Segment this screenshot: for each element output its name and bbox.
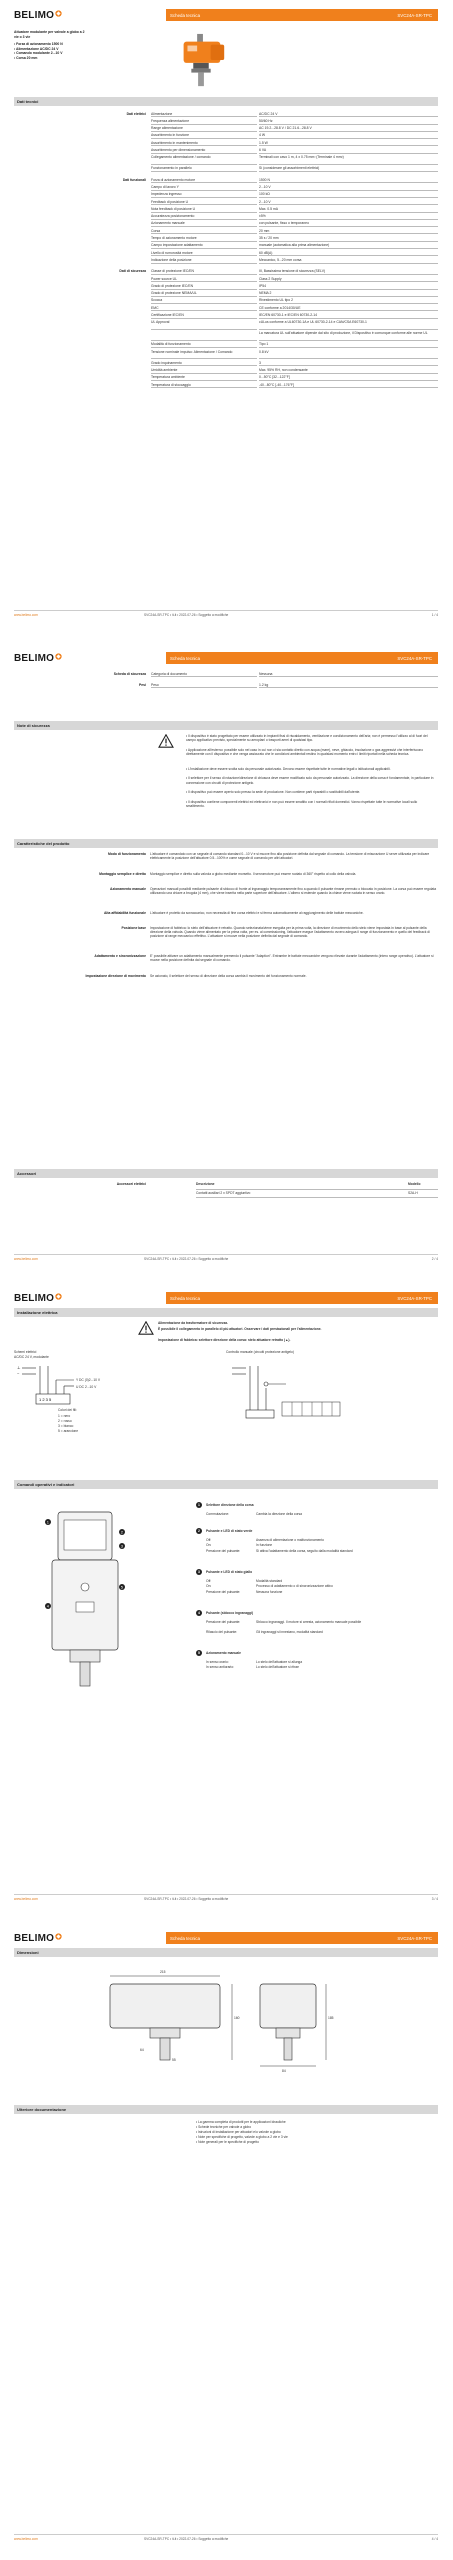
wiring-y-label: Y DC (0)2...10 V	[76, 1378, 101, 1382]
bullet-dot: •	[186, 734, 189, 738]
control-value: Si attiva l'adattamento della corsa, seguito dalla modalità standard	[256, 1548, 353, 1553]
tech-key: Tensione nominale impulso: Alimentazione / Comando	[151, 348, 257, 359]
safety-note	[186, 800, 436, 809]
dim-offset-c: 64	[140, 2048, 144, 2052]
divider	[196, 1197, 438, 1198]
tech-key: Modalità di funzionamento	[151, 341, 257, 348]
further-doc-text: La gamma completa di prodotti per le applicazioni idrauliche	[198, 2120, 286, 2124]
tech-key: Campo di lavoro Y	[151, 183, 257, 190]
footer-url[interactable]: www.belimo.com	[14, 2537, 38, 2541]
tech-value: 4 W	[259, 132, 438, 139]
control-value: Modalità standard	[256, 1578, 283, 1583]
tech-value: Nessuna	[259, 670, 438, 677]
svg-text:1 2 3 5: 1 2 3 5	[39, 1397, 52, 1402]
tech-key: Nota feedback di posizione U	[151, 205, 257, 212]
footer-url[interactable]: www.belimo.com	[14, 613, 38, 617]
tech-key: EMC	[151, 304, 257, 311]
belimo-logo: BELIMO	[14, 653, 62, 666]
tech-key: Tempo di azionamento motore	[151, 235, 257, 242]
tech-key	[151, 330, 257, 341]
header-bar	[166, 1932, 438, 1944]
further-doc-item	[196, 2135, 438, 2139]
feature-label: Adattamento e sincronizzazione	[94, 954, 146, 958]
tech-key: Feedback di posizione U	[151, 198, 257, 205]
actuator-product-image	[172, 32, 230, 90]
safety-note	[186, 776, 436, 785]
accessory-item: Contatti ausiliari 2 x SPDT aggiuntivo	[196, 1191, 251, 1195]
further-doc-item	[196, 2125, 438, 2129]
tech-value: 50/60 Hz	[259, 117, 438, 124]
tech-key: Grado di protezione IEC/EN	[151, 282, 257, 289]
tech-value: 2...10 V	[259, 183, 438, 190]
header-model: SVC24A-SR-TPC	[397, 655, 432, 661]
dimension-drawing	[100, 1970, 340, 2070]
control-number-badge: 2	[196, 1528, 202, 1534]
bullet-dot: •	[186, 748, 188, 753]
tech-row	[14, 681, 438, 688]
title-bullet: • Forza di azionamento 1500 N	[14, 42, 63, 47]
tech-row	[14, 359, 438, 366]
dim-width: 215	[160, 1970, 166, 1974]
tech-value: 100 kΩ	[259, 191, 438, 198]
tech-value: Max. 95% RH, non condensante	[259, 366, 438, 373]
page-number: 2 / 4	[431, 1257, 438, 1261]
bullet-dot: •	[196, 2140, 199, 2144]
footer-meta: SVC24A-SR-TPC • it-it • 2022-07-26 • Soggetto a modifiche	[144, 613, 229, 617]
tech-row	[14, 198, 438, 205]
tech-row	[14, 304, 438, 311]
tech-value: 6 VA	[259, 147, 438, 154]
control-key: Rilascio del pulsante:	[206, 1629, 238, 1634]
tech-key: Range alimentazione	[151, 125, 257, 132]
tech-row	[14, 220, 438, 227]
control-number-badge: 4	[196, 1610, 202, 1616]
control-title: Pulsante e LED di stato verde	[206, 1528, 253, 1533]
page-footer	[14, 1254, 438, 1261]
tech-value: NEMA 2	[259, 290, 438, 297]
feature-text: Montaggio semplice e diretto sulla valvola a globo mediante morsetto. Il servomotore può essere ruotato di 360° rispetto al collo della valvola.	[150, 871, 357, 876]
tech-value: 1.5 W	[259, 139, 438, 146]
header-bar	[166, 652, 438, 664]
tech-group-label: Pesi	[139, 682, 146, 687]
tech-value: 0.8 kV	[259, 348, 438, 359]
section-safety-notes: Note di sicurezza	[14, 721, 438, 730]
svg-text:2: 2	[120, 1529, 124, 1535]
control-value: Lo stelo dell'attuatore si allunga	[256, 1659, 303, 1664]
header-bar	[166, 9, 438, 21]
safety-note-text: Il selettore per il senso di rotazione/direzione di chiusura deve essere modificato solo da personale autorizzato. La direzione della corsa è fondamentale, in particolare in connessione con circuiti di protezione antigelo.	[186, 776, 434, 785]
tech-row	[14, 670, 438, 677]
tech-value: 1.2 kg	[259, 681, 438, 688]
tech-row	[14, 176, 438, 183]
feature-label: Alta affidabilità funzionale	[103, 910, 146, 915]
tech-key: Umidità ambiente	[151, 366, 257, 373]
tech-value: ±5%	[259, 213, 438, 220]
tech-value: IP54	[259, 282, 438, 289]
tech-row	[14, 249, 438, 256]
svg-text:3: 3	[120, 1543, 124, 1549]
control-value: Lo stelo dell'attuatore si ritrae	[256, 1665, 299, 1669]
wiring-diagram-manual	[226, 1360, 346, 1430]
tech-group-label: Dati elettrici	[126, 111, 146, 116]
section-controls: Comandi operativi e indicatori	[14, 1480, 438, 1489]
tech-value: AC 19.2...28.8 V / DC 21.6...28.8 V	[259, 125, 438, 132]
tech-key: Classe di protezione IEC/EN	[151, 268, 257, 275]
belimo-logo-icon	[55, 1293, 62, 1300]
tech-row	[14, 205, 438, 212]
tech-value: manuale (automatica alla prima alimentazione)	[259, 242, 438, 249]
control-title: Azionamento manuale	[206, 1650, 241, 1655]
tech-value: 0...50°C [32...122°F]	[259, 374, 438, 381]
accessories-group: Accessori elettrici	[116, 1182, 146, 1186]
page-number: 1 / 4	[431, 613, 438, 617]
safety-note-text: Il dispositivo è stato progettato per essere utilizzato in impianti fissi di riscaldamento, ventilazione e condizionamento dell'aria; non è permesso l'utilizzo al di fuori del campo applicativo previsto, specialmente su aeroplani o trasporti aerei di qualsiasi tipo.	[186, 734, 428, 743]
tech-key: Corsa	[151, 227, 257, 234]
tech-row	[14, 268, 438, 275]
feature-text: Se azionato, il selettore del senso di direzione della corsa cambia il movimento del funzionamento normale.	[150, 973, 307, 978]
tech-row	[14, 297, 438, 304]
tech-value: CE conforme a 2014/30/UE	[259, 304, 438, 311]
footer-meta: SVC24A-SR-TPC • it-it • 2022-07-26 • Soggetto a modifiche	[144, 1257, 229, 1261]
tech-value: con pulsante, fisso o temporaneo	[259, 220, 438, 227]
warning-icon	[158, 734, 174, 748]
tech-value: 3	[259, 359, 438, 366]
page-footer	[14, 1894, 438, 1901]
footer-meta: SVC24A-SR-TPC • it-it • 2022-07-26 • Soggetto a modifiche	[144, 1897, 229, 1901]
title-bullet: • Corsa 20 mm	[14, 55, 38, 60]
tech-row	[14, 165, 438, 172]
tech-row	[14, 147, 438, 154]
tech-row	[14, 110, 438, 117]
tech-row	[14, 341, 438, 348]
tech-key: Alimentazione	[151, 110, 257, 117]
tech-key: Assorbimento per dimensionamento	[151, 147, 257, 154]
tech-key: Assorbimento in mantenimento	[151, 139, 257, 146]
control-value: Sblocco ingranaggi. Il motore si arresta, azionamento manuale possibile	[256, 1619, 362, 1624]
safety-note	[186, 734, 436, 743]
control-value: Gli ingranaggi si innestano, modalità standard	[256, 1629, 323, 1634]
svg-text:~: ~	[17, 1371, 20, 1376]
header-model: SVC24A-SR-TPC	[397, 12, 432, 18]
control-key: On:	[206, 1543, 212, 1547]
page-2	[0, 640, 453, 1280]
control-key: On:	[206, 1584, 212, 1588]
tech-key: Forza di azionamento motore	[151, 176, 257, 183]
further-doc-item	[196, 2120, 438, 2124]
tech-row	[14, 132, 438, 139]
belimo-logo: BELIMO	[14, 1933, 62, 1946]
further-doc-text: Schede tecniche per valvole a globo	[198, 2125, 252, 2129]
control-key: Pressione del pulsante:	[206, 1619, 241, 1624]
tech-key: Indicazione della posizione	[151, 256, 257, 263]
tech-key: UL Approval	[151, 319, 257, 330]
safety-note-text: Il dispositivo contiene componenti elettrici ed elettronici e non può essere smaltito con i normali rifiuti domestici. Vanno rispettate tutte le normative locali sullo smaltimento.	[186, 800, 418, 809]
safety-note	[186, 790, 436, 794]
page-footer	[14, 2534, 438, 2541]
title-line: vie o 3 vie	[14, 34, 31, 39]
tech-key: Campo impostazione adattamento	[151, 242, 257, 249]
feature-text: Operazioni manuali possibili mediante pulsante di sblocco di fronte al ingranaggio temporaneamente fino a quando il pulsante rimane premuto o bloccato in posizione. La corsa può essere regolata utilizzando una chiave a brugola (4 mm), che viene inserita nella parte superiore dell'attuatore. L'albero si estende quando la chiave viene ruotata in senso orario.	[150, 886, 437, 895]
install-note: Impostazione di fabbrica: selettore direzione della corsa: stelo attuatore retratto (▲).	[158, 1338, 291, 1342]
feature-label: Modo di funzionamento	[107, 852, 146, 856]
page-footer	[14, 610, 438, 617]
footer-url[interactable]: www.belimo.com	[14, 1257, 38, 1261]
control-key: In senso antiorario:	[206, 1665, 235, 1669]
svg-text:⊥: ⊥	[17, 1365, 21, 1370]
feature-text: L'attuatore è comandato con un segnale di comando standard 0...10 V e si muove fino alla posizione definita dal segnale di comando. La tensione di misurazione U serve utilizzata per indicare elettricamente la posizione dell'attuatore 0.5...100% e come segnale di comando per altri attuatori.	[150, 852, 430, 861]
further-doc-text: Note generali per le specifiche di progetto	[198, 2140, 259, 2144]
tech-value: 20 mm	[259, 227, 438, 234]
page-3	[0, 1280, 453, 1920]
bullet-dot: •	[186, 776, 189, 781]
tech-row	[14, 125, 438, 132]
tech-value: III, Bassissima tensione di sicurezza (SELV)	[259, 268, 438, 275]
accessories-col-desc: Descrizione	[196, 1182, 215, 1186]
bullet-dot: •	[196, 2130, 199, 2134]
control-key: Off:	[206, 1537, 212, 1542]
accessories-col-model: Modello	[408, 1182, 421, 1186]
tech-row	[14, 330, 438, 341]
section-further-docs: Ulteriore documentazione	[14, 2105, 438, 2114]
bullet-dot: •	[186, 790, 189, 795]
tech-key: Funzionamento in parallelo	[151, 165, 257, 172]
control-title: Selettore direzione della corsa	[206, 1503, 254, 1507]
tech-value: cULus conforme a UL60730-1A e UL 60730-2-14 e CAN/CSA E60730-1	[259, 319, 438, 330]
wire-color: 2 = rosso	[58, 1419, 72, 1423]
wire-color: 1 = nero	[58, 1414, 71, 1418]
tech-key: Impedenza ingresso	[151, 191, 257, 198]
control-value: In funzione	[256, 1543, 273, 1547]
tech-value: 60 dB(A)	[259, 249, 438, 256]
feature-label: Montaggio semplice e diretto	[99, 871, 146, 876]
tech-row	[14, 275, 438, 282]
tech-key: Scocca	[151, 297, 257, 304]
tech-row	[14, 213, 438, 220]
tech-key: Temperatura ambiente	[151, 374, 257, 381]
footer-meta: SVC24A-SR-TPC • it-it • 2022-07-26 • Soggetto a modifiche	[144, 2537, 229, 2541]
tech-value: Meccanico, 5...20 mm corsa	[259, 256, 438, 263]
further-doc-item	[196, 2130, 438, 2134]
feature-text: E' possibile attivare un adattamento manualmente premendo il pulsante "Adaption". Entrambe le battute meccaniche vengono rilevate durante l'adattamento (intero range operativo). L'attuatore si muove nella posizione definita dal segnale di comando.	[150, 954, 434, 963]
tech-key: Frequenza alimentazione	[151, 117, 257, 124]
tech-row	[14, 348, 438, 359]
tech-row	[14, 319, 438, 330]
title-bullet: • Comando modulante 2...10 V	[14, 51, 63, 56]
product-title	[14, 30, 154, 61]
tech-key: Azionamento manuale	[151, 220, 257, 227]
tech-group-label: Dati di sicurezza	[119, 269, 146, 274]
tech-group-label: Scheda di sicurezza	[113, 671, 146, 676]
tech-row	[14, 183, 438, 190]
tech-row	[14, 381, 438, 388]
tech-row	[14, 235, 438, 242]
tech-row	[14, 282, 438, 289]
svg-text:4: 4	[46, 1603, 50, 1609]
feature-text: L'attuatore è protetto da sovraccarico, non necessita di fine corsa elettrici e si ferma automaticamente al raggiungimento delle battute meccaniche.	[150, 910, 364, 915]
belimo-logo-icon	[55, 1933, 62, 1940]
tech-key: Categoria di documento	[151, 670, 257, 677]
control-title: Pulsante e LED di stato giallo	[206, 1569, 253, 1574]
tech-row	[14, 312, 438, 319]
tech-value: La marcatura UL sull'attuatore dipende dal sito di produzione, il Dispositivo è comunque conforme alle norme UL	[259, 330, 438, 341]
feature-label: Impostazione direzione di movimento	[85, 973, 146, 978]
tech-value: 35 s / 20 mm	[259, 235, 438, 242]
tech-key: Grado inquinamento	[151, 359, 257, 366]
tech-key: Certificazione IEC/EN	[151, 312, 257, 319]
tech-group-label: Dati funzionali	[122, 177, 146, 182]
doc-type: Scheda tecnica	[170, 12, 201, 18]
page-number: 3 / 4	[431, 1897, 438, 1901]
further-doc-text: Note per specifiche di progetto, valvole a globo a 2 vie e 3 vie	[198, 2135, 288, 2139]
bullet-dot: •	[196, 2135, 199, 2139]
install-note: È possibile il collegamento in parallelo di più attuatori. Osservare i dati prestazionali per l'alimentazione.	[158, 1327, 322, 1331]
tech-key: Accuratezza posizionamento	[151, 213, 257, 220]
dim-height-2: 185	[328, 2016, 334, 2020]
wire-colors-title: Colori dei fili:	[58, 1408, 77, 1412]
section-features: Caratteristiche del prodotto	[14, 839, 438, 848]
tech-row	[14, 227, 438, 234]
feature-label: Posizione base	[121, 925, 146, 930]
tech-value: 2...10 V	[259, 198, 438, 205]
bullet-dot: •	[196, 2120, 199, 2124]
control-key: Pressione del pulsante:	[206, 1589, 241, 1594]
tech-row	[14, 290, 438, 297]
tech-value: Max. 0.5 mA	[259, 205, 438, 212]
feature-text: Impostazione di fabbrica: lo stelo dell'attuatore è retratto. Quando selezionata/viene eseguita per la prima volta, la direzione di movimento dello stelo viene impostata in base al pulsante della direzione della valvola. Quando viene alimentato per la prima volta, per es. al commissioning, l'attuatore esegue l'adattamento ovvero adegua il range di funzionamento e quello del feedback di posizione al range meccanico effettivo. L'attuatore si muove nella posizione definita dal segnale di comando.	[150, 925, 430, 939]
safety-note-text: L'installazione deve essere svolta solo da personale autorizzato. Devono essere rispettate tutte le normative legali o istituzionali applicabili.	[188, 766, 391, 771]
control-number-badge: 3	[196, 1569, 202, 1575]
control-value: Cambia la direzione della corsa	[256, 1512, 302, 1516]
title-bullet: • Alimentazione AC/DC 24 V	[14, 46, 59, 51]
belimo-logo-icon	[55, 653, 62, 660]
tech-value: Class 2 Supply	[259, 275, 438, 282]
divider	[196, 1189, 438, 1190]
manual-control-title: Controllo manuale (circuiti protezione antigelo)	[226, 1350, 294, 1354]
tech-key: Collegamento alimentazione / comando	[151, 154, 257, 165]
further-doc-text: Istruzioni di installazione per attuatori e/o valvole a globo	[198, 2130, 281, 2134]
bullet-dot: •	[186, 800, 189, 804]
actuator-front-drawing	[40, 1502, 130, 1692]
header-bar	[166, 1292, 438, 1304]
belimo-logo: BELIMO	[14, 1293, 62, 1306]
page-4	[0, 1920, 453, 2560]
dim-depth: 84	[282, 2069, 286, 2073]
control-number-badge: 5	[196, 1650, 202, 1656]
control-value: Nessuna funzione	[256, 1589, 283, 1594]
safety-note-text: Applicazione all'esterno: possibile solo nel caso in cui non ci sia contatto diretto con acqua (mare), neve, ghiaccio, insolazione o gas aggressivi che interferiscono direttamente con il dispositivo e che venga assicurato che le condizioni ambientali restino in qualsiasi momento entro i limiti riportati nella scheda tecnica.	[186, 748, 424, 757]
safety-note-text: Il dispositivo può essere aperto solo presso la sede di produzione. Non contiene parti riparabili o sostituibili dall'utente.	[188, 790, 361, 795]
footer-url[interactable]: www.belimo.com	[14, 1897, 38, 1901]
tech-row	[14, 374, 438, 381]
feature-label: Azionamento manuale	[110, 886, 146, 891]
tech-value: IEC/EN 60730-1 e IEC/EN 60730-2-14	[259, 312, 438, 319]
section-dimensions: Dimensioni	[14, 1948, 438, 1957]
svg-text:5: 5	[120, 1584, 124, 1590]
section-accessories: Accessori	[14, 1169, 438, 1178]
page-1	[0, 0, 453, 640]
tech-key: Livello di rumorosità motore	[151, 249, 257, 256]
tech-value: Tipo 1	[259, 341, 438, 348]
doc-type: Scheda tecnica	[170, 1295, 201, 1301]
wiring-u-label: U DC 2...10 V	[76, 1385, 97, 1389]
warning-icon	[138, 1321, 154, 1335]
safety-note	[186, 767, 436, 771]
tech-value: 1500 N	[259, 176, 438, 183]
page-number: 4 / 4	[431, 2537, 438, 2541]
dim-offset-b: 55	[172, 2058, 176, 2062]
tech-key: Peso	[151, 681, 257, 688]
further-doc-item	[196, 2140, 438, 2144]
wire-color: 3 = bianco	[58, 1424, 74, 1428]
svg-text:1: 1	[46, 1519, 50, 1525]
title-line: Attuatore modulante per valvole a globo a 2	[14, 30, 85, 34]
control-key: Off:	[206, 1578, 212, 1583]
install-note: Alimentazione da trasformatore di sicurezza.	[158, 1321, 228, 1325]
control-title: Pulsante (sblocco ingranaggi)	[206, 1610, 254, 1615]
belimo-logo-icon	[55, 10, 62, 17]
bullet-dot: •	[196, 2125, 199, 2129]
tech-value: Sì (considerare gli assorbimenti elettrici)	[259, 165, 438, 172]
tech-value: -40...80°C [-40...176°F]	[259, 381, 438, 388]
header-model: SVC24A-SR-TPC	[397, 1935, 432, 1941]
tech-row	[14, 242, 438, 249]
header-model: SVC24A-SR-TPC	[397, 1295, 432, 1301]
tech-row	[14, 366, 438, 373]
control-value: Processo di adattamento o di sincronizzazione attivo	[256, 1584, 333, 1588]
safety-note	[186, 748, 436, 757]
dim-height-1: 160	[234, 2016, 240, 2020]
control-key: In senso orario:	[206, 1659, 229, 1664]
wiring-title: Schemi elettrici	[14, 1350, 37, 1354]
accessory-model: S2A-H	[408, 1191, 418, 1195]
tech-key: Assorbimento in funzione	[151, 132, 257, 139]
tech-row	[14, 117, 438, 124]
tech-row	[14, 256, 438, 263]
tech-row	[14, 191, 438, 198]
bullet-dot: •	[186, 766, 189, 771]
tech-value: AC/DC 24 V	[259, 110, 438, 117]
wiring-subtitle: AC/DC 24 V, modulante	[14, 1355, 49, 1359]
tech-key: Grado di protezione NEMA/UL	[151, 290, 257, 297]
wire-color: 5 = arancione	[58, 1429, 79, 1433]
tech-row	[14, 154, 438, 165]
tech-key: Temperatura di stoccaggio	[151, 381, 257, 388]
belimo-logo: BELIMO	[14, 10, 62, 23]
section-tech-data: Dati tecnici	[14, 97, 438, 106]
control-key: Pressione del pulsante:	[206, 1548, 241, 1553]
control-value: Assenza di alimentazione o malfunzionamento	[256, 1537, 324, 1542]
tech-value: Rivestimento UL tipo 2	[259, 297, 438, 304]
tech-key: Power source UL	[151, 275, 257, 282]
tech-value: Terminali con cavo 1 m, 4 x 0.75 mm² (Terminale 4 mm²)	[259, 154, 438, 165]
doc-type: Scheda tecnica	[170, 1935, 201, 1941]
doc-type: Scheda tecnica	[170, 655, 201, 661]
control-number-badge: 1	[196, 1502, 202, 1508]
control-key: Commutazione:	[206, 1512, 230, 1516]
tech-row	[14, 139, 438, 146]
section-electrical-install: Installazione elettrica	[14, 1308, 438, 1317]
